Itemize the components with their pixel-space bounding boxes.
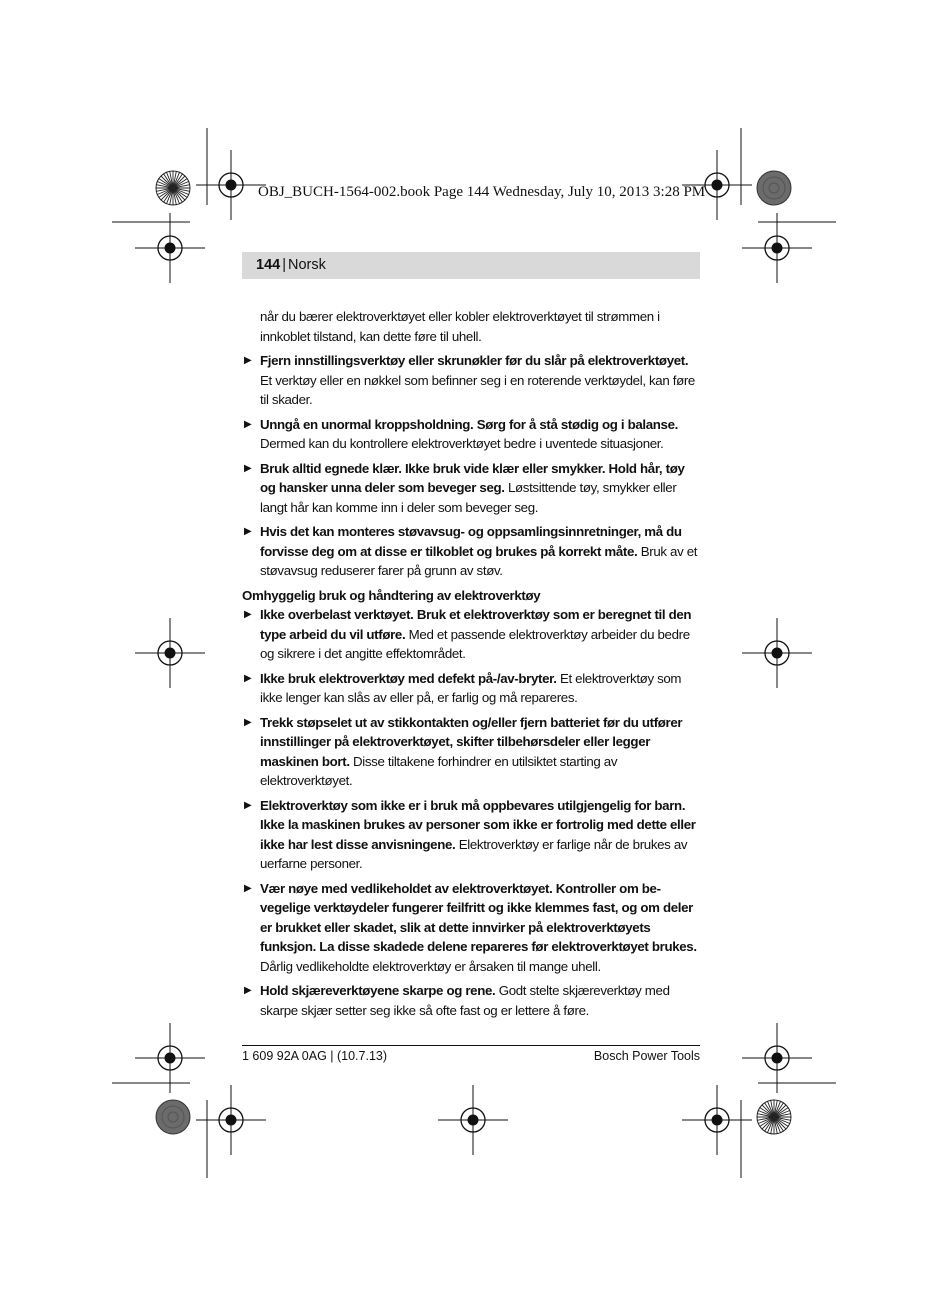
bullet-triangle-icon: ▶ <box>244 716 252 728</box>
bullet-triangle-icon: ▶ <box>244 672 252 684</box>
bullet-triangle-icon: ▶ <box>244 418 252 430</box>
item-bold: Bruk alltid egnede klær. Ikke bruk vide klær eller smykker. Hold hår, tøy og hansker unna deler som beveger seg. <box>260 460 685 495</box>
item-text: Med et passende elektroverktøy arbeider du bedre og sikrere i det angitte effektområdet. <box>260 626 690 661</box>
bullet-triangle-icon: ▶ <box>244 985 252 996</box>
bullet-triangle-icon: ▶ <box>244 882 252 894</box>
list-item <box>242 522 700 581</box>
list-item <box>242 981 700 1020</box>
item-bold: Unngå en unormal kroppsholdning. Sørg for å stå stødig og i balanse. <box>260 416 678 432</box>
page-body <box>242 307 700 1025</box>
item-bold: Ikke bruk elektroverktøy med defekt på-/av-bryter. <box>260 670 557 686</box>
footer-brand: Bosch Power Tools <box>593 1049 700 1063</box>
item-bold: Ikke overbelast verktøyet. Bruk et elektroverktøy som er beregnet til den type arbeid du vil utføre. <box>260 607 692 642</box>
item-bold: Hvis det kan monteres støvavsug- og oppsamlingsinnretninger, må du forvisse deg om at disse er tilkoblet og brukes på korrekt måte. <box>260 524 682 559</box>
item-text: Bruk av et støvavsug reduserer farer på grunn av støv. <box>260 543 698 578</box>
bullet-triangle-icon: ▶ <box>244 799 252 811</box>
item-bold: Fjern innstillingsverktøy eller skrunøkler før du slår på elektroverktøyet. <box>260 353 689 368</box>
item-text: Dermed kan du kontrollere elektroverktøyet bedre i uventede situasjoner. <box>260 436 664 451</box>
item-text: Dårlig vedlikeholdte elektroverktøy er årsaken til mange uhell. <box>260 958 601 974</box>
item-bold: Hold skjæreverktøyene skarpe og rene. <box>260 983 496 998</box>
list-item <box>242 669 700 708</box>
bullet-triangle-icon: ▶ <box>244 462 252 474</box>
item-text: Et verktøy eller en nøkkel som befinner seg i en roterende verktøydel, kan føre til skader. <box>260 372 695 407</box>
list-item <box>242 796 700 874</box>
list-item <box>242 879 700 977</box>
section-title: Omhyggelig bruk og håndtering av elektroverktøy <box>242 587 541 603</box>
item-text: Elektroverktøy er farlige når de brukes av uerfarne personer. <box>260 836 688 871</box>
bullet-triangle-icon: ▶ <box>244 609 252 620</box>
intro-paragraph: når du bærer elektroverktøyet eller kobler elektroverktøyet til strømmen i innkoblet tilstand, kan dette føre til uhell. <box>260 309 660 344</box>
list-item <box>242 459 700 518</box>
item-text: Et elektroverktøy som ikke lenger kan slås av eller på, er farlig og må repareres. <box>260 670 682 705</box>
page-number: 144 <box>256 257 281 273</box>
list-item <box>242 351 700 410</box>
page-header <box>242 252 700 279</box>
page-language: Norsk <box>287 257 326 273</box>
header-separator: | <box>282 257 286 273</box>
file-header: OBJ_BUCH-1564-002.book Page 144 Wednesday, July 10, 2013 3:28 PM <box>258 184 706 200</box>
bullet-triangle-icon: ▶ <box>244 355 252 366</box>
item-text: Disse tiltakene forhindrer en utilsiktet starting av elektroverktøyet. <box>260 753 618 788</box>
list-item <box>242 415 700 454</box>
item-bold: Trekk støpselet ut av stikkontakten og/eller fjern batteriet før du utfører innstillinger på elektroverktøyet, skifter tilbehørsdeler eller legger maskinen bort. <box>260 714 683 769</box>
footer-rule <box>242 1045 700 1046</box>
item-bold: Elektroverktøy som ikke er i bruk må oppbevares utilgjengelig for barn. Ikke la maskinen brukes av personer som ikke er fortrolig med dette eller ikke har lest disse anvisningene. <box>260 797 696 852</box>
item-text: Godt stelte skjæreverktøy med skarpe skjær setter seg ikke så ofte fast og er lettere å føre. <box>260 983 670 1018</box>
list-item <box>242 713 700 791</box>
item-text: Løstsittende tøy, smykker eller langt hår kan komme inn i deler som beveger seg. <box>260 480 677 515</box>
list-item <box>242 605 700 664</box>
bullet-triangle-icon: ▶ <box>244 526 252 537</box>
footer-doc-number: 1 609 92A 0AG | (10.7.13) <box>242 1049 388 1063</box>
item-bold: Vær nøye med vedlikeholdet av elektroverktøyet. Kontroller om bevegelige verktøydeler fungerer feilfritt og ikke klemmes fast, og om deler er brukket eller skadet, slik at dette innvirker på elektroverktøyets funksjon. La disse skadede delene repareres før elektroverktøyet brukes. <box>260 880 697 954</box>
